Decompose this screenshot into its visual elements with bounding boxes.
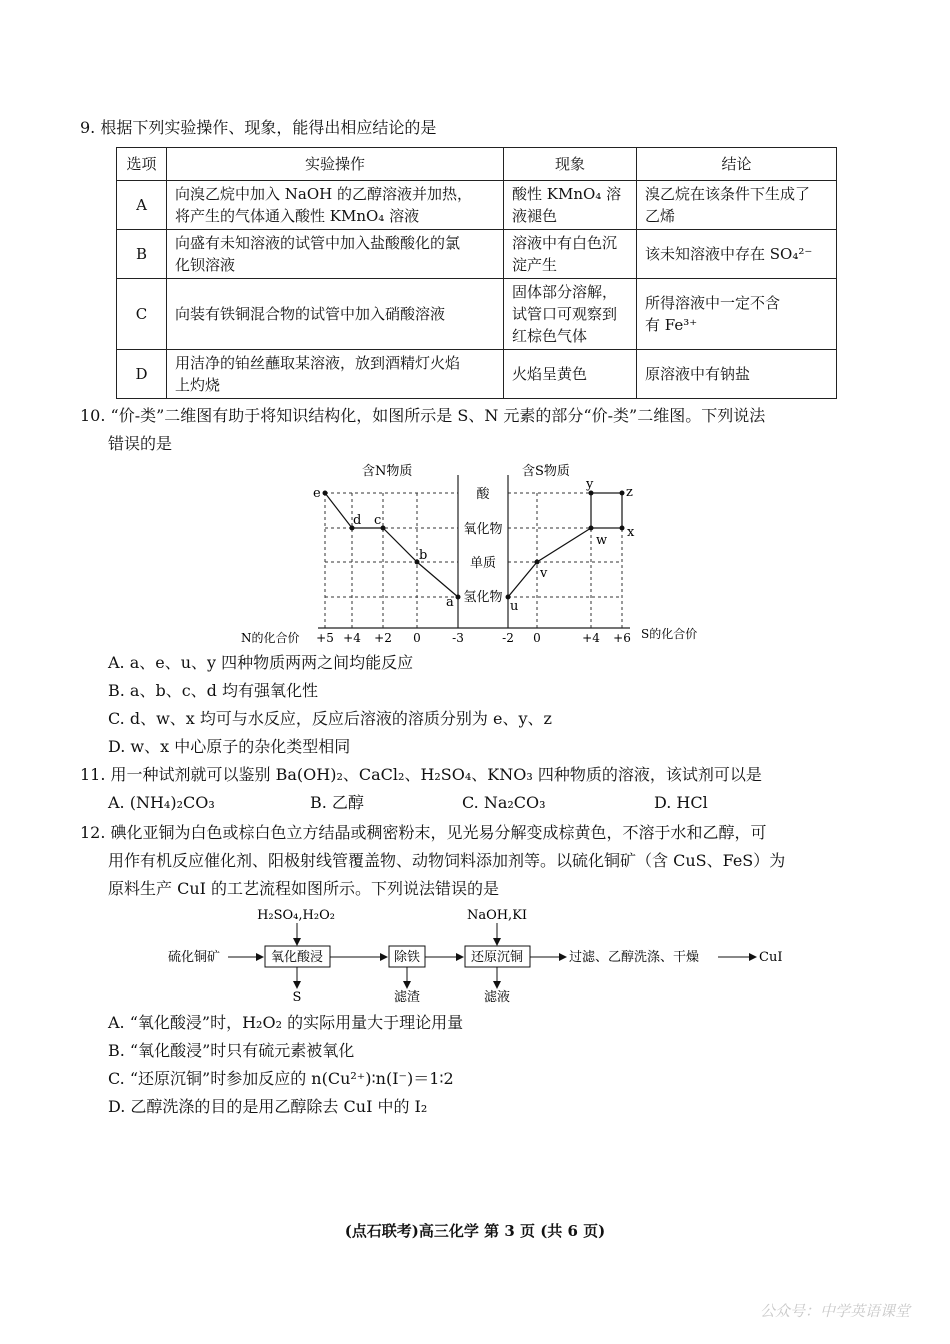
cell-line: 液褪色 <box>512 207 558 225</box>
table-row <box>117 279 837 350</box>
cell-line: 原溶液中有钠盐 <box>645 365 751 383</box>
cell-line: 向溴乙烷中加入 NaOH 的乙醇溶液并加热， <box>175 185 472 203</box>
flow-step-1: 氧化酸浸 <box>270 950 324 965</box>
flow-byproduct-2: 滤渣 <box>393 990 421 1005</box>
cell-line: 乙烯 <box>645 207 676 225</box>
label-w: w <box>596 533 608 548</box>
header-operation: 实验操作 <box>167 148 504 181</box>
point-x <box>620 526 625 531</box>
label-z: z <box>626 485 633 500</box>
q10-option-b: B. a、b、c、d 均有强氧化性 <box>108 681 319 700</box>
label-c: c <box>374 513 382 528</box>
n-path <box>325 493 458 597</box>
cell-line: 向装有铁铜混合物的试管中加入硝酸溶液 <box>175 305 446 323</box>
row-option: B <box>117 230 167 279</box>
header-option: 选项 <box>117 148 167 181</box>
n-tick: +4 <box>343 631 361 645</box>
points <box>323 491 625 600</box>
s-tick: +6 <box>613 631 631 645</box>
label-v: v <box>540 566 548 581</box>
point-w <box>589 526 594 531</box>
flow-raw-material: 硫化铜矿 <box>168 950 221 965</box>
q12-option-d: D. 乙醇洗涤的目的是用乙醇除去 CuI 中的 I₂ <box>108 1097 428 1116</box>
label-u: u <box>510 599 519 614</box>
row-operation <box>167 230 504 279</box>
q10-option-a: A. a、e、u、y 四种物质两两之间均能反应 <box>108 653 414 672</box>
n-tick-labels <box>316 631 464 645</box>
n-title: 含N物质 <box>362 464 413 479</box>
label-e: e <box>313 486 321 501</box>
label-y: y <box>586 477 594 492</box>
cell-line: 火焰呈黄色 <box>512 365 588 383</box>
row-operation <box>167 181 504 230</box>
s-tick: +4 <box>582 631 600 645</box>
s-axis-label: S的化合价 <box>641 627 698 641</box>
n-tick: +5 <box>316 631 334 645</box>
category-hydride: 氢化物 <box>463 590 503 605</box>
cell-line: 固体部分溶解， <box>512 283 618 301</box>
row-option: A <box>117 181 167 230</box>
row-phenomenon <box>504 181 637 230</box>
watermark: 公众号：中学英语课堂 <box>759 1302 910 1320</box>
cell-line: 化钡溶液 <box>175 256 236 274</box>
point-v <box>535 560 540 565</box>
cell-line: 有 Fe³⁺ <box>645 316 698 334</box>
process-flow-diagram <box>160 900 800 1010</box>
category-element: 单质 <box>469 556 497 571</box>
flow-step-4: 过滤、乙醇洗涤、干燥 <box>569 950 700 965</box>
category-acid: 酸 <box>476 487 490 502</box>
cell-line: 酸性 KMnO₄ 溶 <box>512 185 622 203</box>
label-b: b <box>419 548 428 563</box>
table-row <box>117 230 837 279</box>
s-tick: 0 <box>533 631 541 645</box>
row-conclusion <box>637 279 837 350</box>
label-x: x <box>627 525 635 540</box>
s-title: 含S物质 <box>522 464 570 479</box>
flow-product: CuI <box>759 950 783 965</box>
q10-option-d: D. w、x 中心原子的杂化类型相同 <box>108 737 351 756</box>
q12-option-a: A. “氧化酸浸”时，H₂O₂ 的实际用量大于理论用量 <box>108 1013 464 1032</box>
cell-line: 用洁净的铂丝蘸取某溶液，放到酒精灯火焰 <box>175 354 461 372</box>
flow-byproduct-3: 滤液 <box>483 990 511 1005</box>
cell-line: 淀产生 <box>512 256 558 274</box>
row-conclusion <box>637 350 837 399</box>
flow-step-2: 除铁 <box>393 950 421 965</box>
row-phenomenon <box>504 350 637 399</box>
n-axis-label: N的化合价 <box>241 631 300 645</box>
q12-option-c: C. “还原沉铜”时参加反应的 n(Cu²⁺)∶n(I⁻)＝1∶2 <box>108 1069 454 1088</box>
cell-line: 所得溶液中一定不含 <box>645 294 781 312</box>
row-conclusion <box>637 230 837 279</box>
q12-stem-line3: 原料生产 CuI 的工艺流程如图所示。下列说法错误的是 <box>108 879 500 898</box>
row-option: D <box>117 350 167 399</box>
q10-stem-line1: 10. “价-类”二维图有助于将知识结构化，如图所示是 S、N 元素的部分“价-类”二维图。下列说法 <box>80 406 766 425</box>
n-tick: -3 <box>452 631 464 645</box>
cell-line: 将产生的气体通入酸性 KMnO₄ 溶液 <box>175 207 420 225</box>
flow-byproduct-1: S <box>292 990 302 1005</box>
q9-stem: 9. 根据下列实验操作、现象，能得出相应结论的是 <box>80 118 437 137</box>
cell-line: 该未知溶液中存在 SO₄²⁻ <box>645 245 813 263</box>
s-tick: -2 <box>502 631 514 645</box>
table-row <box>117 350 837 399</box>
table-row <box>117 181 837 230</box>
q12-stem-line2: 用作有机反应催化剂、阳极射线管覆盖物、动物饲料添加剂等。以硫化铜矿（含 CuS、FeS）为 <box>108 851 786 870</box>
row-phenomenon <box>504 230 637 279</box>
table-header-row <box>117 148 837 181</box>
header-phenomenon: 现象 <box>504 148 637 181</box>
label-a: a <box>446 595 454 610</box>
q12-stem-line1: 12. 碘化亚铜为白色或棕白色立方结晶或稠密粉末，见光易分解变成棕黄色，不溶于水和乙醇，可 <box>80 823 767 842</box>
header-conclusion: 结论 <box>637 148 837 181</box>
n-tick: +2 <box>374 631 392 645</box>
q11-option-a: A. (NH₄)₂CO₃ <box>108 793 215 812</box>
q11-option-c: C. Na₂CO₃ <box>462 793 546 812</box>
point-z <box>620 491 625 496</box>
s-tick-labels <box>502 631 631 645</box>
q9-table <box>116 147 837 399</box>
category-oxide: 氧化物 <box>463 522 503 537</box>
point-a <box>456 595 461 600</box>
cell-line: 溶液中有白色沉 <box>512 234 618 252</box>
cell-line: 向盛有未知溶液的试管中加入盐酸酸化的氯 <box>175 234 461 252</box>
q10-stem-line2: 错误的是 <box>108 434 173 453</box>
row-phenomenon <box>504 279 637 350</box>
q11-option-d: D. HCl <box>654 793 708 812</box>
cell-line: 试管口可观察到 <box>512 305 618 323</box>
label-d: d <box>353 513 362 528</box>
point-e <box>323 491 328 496</box>
q11-option-b: B. 乙醇 <box>310 793 364 812</box>
flow-reagent-1: H₂SO₄,H₂O₂ <box>257 908 335 923</box>
q12-option-b: B. “氧化酸浸”时只有硫元素被氧化 <box>108 1041 355 1060</box>
row-operation <box>167 279 504 350</box>
flow-reagent-2: NaOH,KI <box>466 908 528 923</box>
cell-line: 红棕色气体 <box>512 327 588 345</box>
cell-line: 溴乙烷在该条件下生成了 <box>645 185 811 203</box>
page-footer: (点石联考)高三化学 第 3 页 (共 6 页) <box>344 1222 606 1240</box>
row-conclusion <box>637 181 837 230</box>
q10-option-c: C. d、w、x 均可与水反应，反应后溶液的溶质分别为 e、y、z <box>108 709 552 728</box>
valence-class-diagram <box>230 458 720 648</box>
flow-step-3: 还原沉铜 <box>470 950 524 965</box>
q11-stem: 11. 用一种试剂就可以鉴别 Ba(OH)₂、CaCl₂、H₂SO₄、KNO₃ 四种物质的溶液，该试剂可以是 <box>80 765 762 784</box>
row-option: C <box>117 279 167 350</box>
row-operation <box>167 350 504 399</box>
n-tick: 0 <box>413 631 421 645</box>
cell-line: 上灼烧 <box>175 376 221 394</box>
